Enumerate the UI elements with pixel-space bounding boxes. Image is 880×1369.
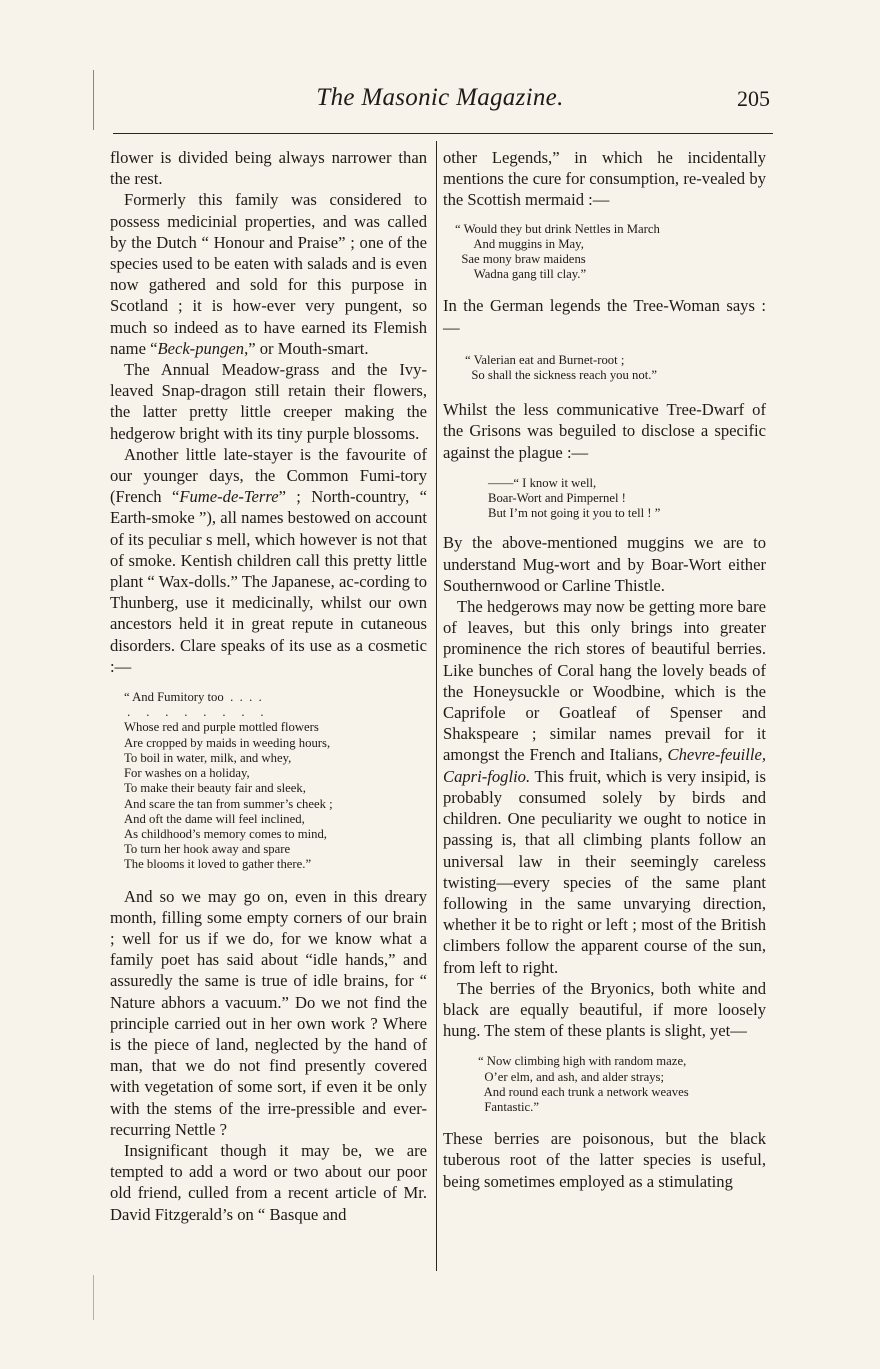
italic-term: Fume-de-Terre: [179, 487, 279, 507]
poem-quote: “ Would they but drink Nettles in March And muggins in May, Sae mony braw maidens Wadna gang till clay.”: [455, 221, 660, 282]
page-header: [110, 84, 770, 118]
poem-quote: “ Now climbing high with random maze, O’er elm, and ash, and alder strays; And round each trunk a network weaves Fantastic.”: [478, 1054, 689, 1114]
margin-line-bottom: [93, 1275, 94, 1320]
paragraph: [443, 596, 766, 978]
right-column: [443, 147, 766, 1192]
paragraph: In the German legends the Tree-Woman says :—: [443, 296, 766, 337]
italic-term: Chevre-feuille, Capri-foglio.: [443, 745, 766, 786]
paragraph-text: Formerly this family was considered to possess medicinial properties, and was called by the Dutch “ Honour and Praise” ; one of the species used to be eaten with salads and is even now gathered and sold for this purpose in Scotland ; it is how-ever very pungent, so much so indeed as to have earned its Flemish name “: [110, 190, 427, 358]
paragraph: The Annual Meadow-grass and the Ivy-leaved Snap-dragon still retain their flowers, the latter pretty little creeper making the hedgerow bright with its tiny purple blossoms.: [110, 360, 427, 443]
paragraph-text: ,” or Mouth-smart.: [244, 338, 369, 358]
poem-quote: “ Valerian eat and Burnet-root ; So shall the sickness reach you not.”: [465, 352, 658, 383]
column-divider: [436, 141, 437, 1271]
paragraph: Whilst the less communicative Tree-Dwarf of the Grisons was beguiled to disclose a specific against the plague :—: [443, 400, 766, 462]
magazine-title: The Masonic Magazine.: [316, 84, 564, 111]
page-number: 205: [737, 86, 770, 111]
poem-quote: “ And Fumitory too . . . . . . . . . . . . Whose red and purple mottled flowers Are cropped by maids in weeding hours, To boil in water, milk, and whey, For washes on a holiday, To make their beauty fair and sleek, And scare the tan from summer’s cheek ; And oft the dame will feel inclined, As childhood’s memory comes to mind, To turn her hook away and spare The blooms it loved to gather there.”: [124, 690, 333, 872]
paragraph: These berries are poisonous, but the black tuberous root of the latter species is useful, being sometimes employed as a stimulating: [443, 1129, 766, 1191]
margin-line-top: [93, 70, 94, 130]
paragraph-text: This fruit, which is very insipid, is probably consumed solely by birds and children. One peculiarity we ought to notice in passing is, that all climbing plants follow an universal law in their seemingly careless twisting—every species of the same plant following in the same unvarying direction, whether it be to right or left ; most of the British climbers follow the apparent course of the sun, from left to right.: [443, 766, 766, 977]
paragraph-text: The hedgerows may now be getting more bare of leaves, but this only brings into greater prominence the rich stores of beautiful berries. Like bunches of Coral hang the lovely beads of the Honeysuckle or Woodbine, which is the Caprifole or Goatleaf of Spenser and Shakspeare ; similar names prevail for it amongst the French and Italians,: [443, 597, 766, 765]
paragraph: other Legends,” in which he incidentally mentions the cure for consumption, re-vealed by the Scottish mermaid :—: [443, 148, 766, 210]
paragraph: [110, 444, 427, 677]
paragraph: [110, 189, 427, 359]
paragraph-text: Another little late-stayer is the favourite of our younger days, the Common Fumi-tory (French “: [110, 444, 427, 507]
poem-quote: ——“ I know it well, Boar-Wort and Pimpernel ! But I’m not going it you to tell ! ”: [488, 475, 661, 521]
paragraph: By the above-mentioned muggins we are to understand Mug-wort and by Boar-Wort either Southernwood or Carline Thistle.: [443, 533, 766, 595]
left-column: [110, 147, 427, 1225]
italic-term: Beck-pungen: [157, 338, 245, 358]
paragraph-text: ” ; North-country, “ Earth-smoke ”), all names bestowed on account of its peculiar s mell, which however is not that of smoke. Kentish children call this pretty little plant “ Wax-dolls.” The Japanese, ac-cording to Thunberg, use it medicinally, whilst our own ancestors held it in great repute in cutaneous disorders. Clare speaks of its use as a cosmetic :—: [110, 487, 427, 676]
paragraph: flower is divided being always narrower than the rest.: [110, 148, 427, 189]
header-rule: [113, 133, 773, 134]
paragraph: Insignificant though it may be, we are tempted to add a word or two about our poor old friend, culled from a recent article of Mr. David Fitzgerald’s on “ Basque and: [110, 1140, 427, 1224]
paragraph: And so we may go on, even in this dreary month, filling some empty corners of our brain ; well for us if we do, for we know what a family poet has said about “idle hands,” and assuredly the same is true of idle brains, for “ Nature abhors a vacuum.” Do we not find the principle carried out in her own work ? Where is the piece of land, neglected by the hand of man, that we do not find presently covered with vegetation of some sort, if even it be only with the stems of the irre-pressible and ever-recurring Nettle ?: [110, 886, 427, 1139]
paragraph: The berries of the Bryonics, both white and black are equally beautiful, if more loosely hung. The stem of these plants is slight, yet—: [443, 978, 766, 1041]
